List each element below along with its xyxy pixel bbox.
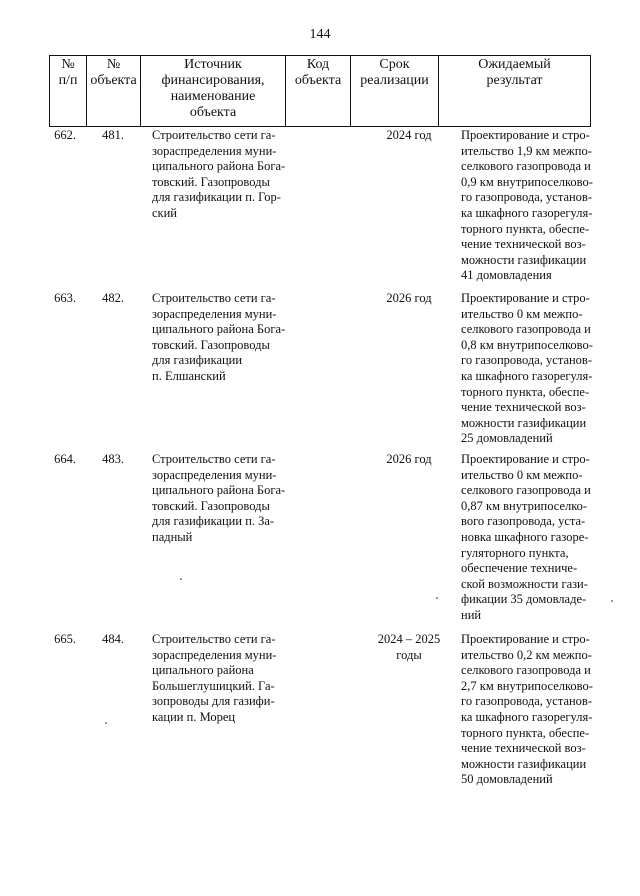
source-description: Строительство сети га- зораспределения муни- ципального района Большеглушицкий. Га- зопроводы для газифи- кации п. Морец — [152, 632, 277, 724]
header-source-column: Источник финансирования, наименование объекта — [141, 56, 286, 127]
row-number: 663. — [54, 291, 76, 305]
header-code-column: Код объекта — [286, 56, 351, 127]
source-description: Строительство сети га- зораспределения муни- ципального района Бога- товский. Газопроводы для газификации п. За- падный — [152, 452, 286, 544]
term: 2026 год — [386, 452, 432, 466]
header-number-column: № п/п — [50, 56, 87, 127]
term: 2024 – 2025 годы — [377, 632, 441, 662]
row-number: 662. — [54, 128, 76, 142]
row-number: 665. — [54, 632, 76, 646]
term: 2026 год — [386, 291, 432, 305]
object-number: 481. — [102, 128, 124, 142]
scan-speck — [436, 597, 438, 599]
object-number: 482. — [102, 291, 124, 305]
table-header — [49, 55, 591, 127]
term: 2024 год — [386, 128, 432, 142]
expected-result: Проектирование и стро- ительство 0 км межпо- селкового газопровода и 0,8 км внутрипоселково- го газопровода, установ- ка шкафного газорегуля- торного пункта, обеспе- чение технической воз- можности газификации 25 домовладений — [461, 291, 593, 446]
page-number: 144 — [309, 27, 331, 42]
expected-result: Проектирование и стро- ительство 1,9 км межпо- селкового газопровода и 0,9 км внутрипоселково- го газопровода, установ- ка шкафного газорегуля- торного пункта, обеспе- чение технической воз- можности газификации 41 домовладения — [461, 128, 593, 283]
object-number: 483. — [102, 452, 124, 466]
header-term-column: Срок реализации — [351, 56, 439, 127]
header-object-number-column: № объекта — [87, 56, 141, 127]
expected-result: Проектирование и стро- ительство 0 км межпо- селкового газопровода и 0,87 км внутрипоселко- вого газопровода, уста- новка шкафного газоре- гуляторного пункта, обеспечение техниче- ской возможности гази- фикации 35 домовладе- ний — [461, 452, 591, 622]
scan-speck — [180, 578, 182, 580]
source-description: Строительство сети га- зораспределения муни- ципального района Бога- товский. Газопроводы для газификации п. Гор- ский — [152, 128, 286, 220]
scan-speck — [611, 600, 613, 602]
object-number: 484. — [102, 632, 124, 646]
header-result-column: Ожидаемый результат — [439, 56, 591, 127]
source-description: Строительство сети га- зораспределения муни- ципального района Бога- товский. Газопроводы для газификации п. Елшанский — [152, 291, 286, 383]
scan-speck — [105, 722, 107, 724]
row-number: 664. — [54, 452, 76, 466]
expected-result: Проектирование и стро- ительство 0,2 км межпо- селкового газопровода и 2,7 км внутрипоселково- го газопровода, установ- ка шкафного газорегуля- торного пункта, обеспе- чение технической воз- можности газификации 50 домовладений — [461, 632, 593, 787]
